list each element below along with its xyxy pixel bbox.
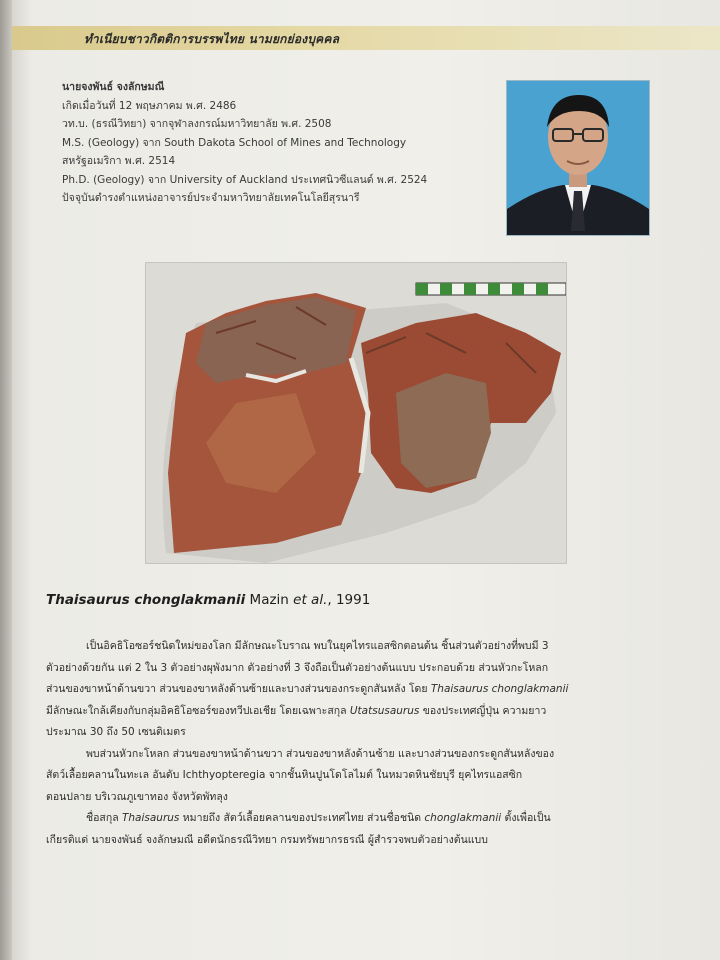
master-degree-country: สหรัฐอเมริกา พ.ศ. 2514 bbox=[62, 155, 176, 167]
biography-block bbox=[62, 78, 482, 208]
italic-genus: Thaisaurus bbox=[121, 812, 180, 824]
fossil-specimen-photo bbox=[145, 262, 567, 564]
description-body bbox=[46, 636, 686, 851]
paragraph-1-line-4 bbox=[46, 701, 686, 723]
text-span: ส่วนของขาหน้าด้านขวา ส่วนของขาหลังด้านซ้ายและบางส่วนของกระดูกสันหลัง โดย bbox=[46, 683, 428, 695]
current-position: ปัจจุบันดำรงตำแหน่งอาจารย์ประจำมหาวิทยาลัยเทคโนโลยีสุรนารี bbox=[62, 192, 360, 204]
italic-species: chonglakmanii bbox=[424, 812, 502, 824]
text-span: หมายถึง สัตว์เลื้อยคลานของประเทศไทย ส่วนชื่อชนิด bbox=[182, 812, 422, 824]
italic-species: Thaisaurus chonglakmanii bbox=[430, 683, 569, 695]
paragraph-1-line-3 bbox=[46, 679, 686, 701]
caption-author: Mazin bbox=[249, 592, 289, 608]
paragraph-3-line-1 bbox=[46, 808, 686, 830]
paragraph-3-line-2: เกียรติแด่ นายจงพันธ์ จงลักษมณี อดีตนักธรณีวิทยา กรมทรัพยากรธรณี ผู้สำรวจพบตัวอย่างต้นแบบ bbox=[46, 833, 488, 846]
species-name: Thaisaurus chonglakmanii bbox=[46, 592, 246, 608]
person-name: นายจงพันธ์ จงลักษมณี bbox=[62, 81, 165, 93]
phd-degree: Ph.D. (Geology) จาก University of Auckland ประเทศนิวซีแลนด์ พ.ศ. 2524 bbox=[62, 173, 428, 186]
text-span: ตั้งเพื่อเป็น bbox=[504, 812, 551, 824]
caption-year: , 1991 bbox=[327, 592, 371, 608]
paragraph-1-line-2: ตัวอย่างด้วยกัน แต่ 2 ใน 3 ตัวอย่างผุพังมาก ตัวอย่างที่ 3 จึงถือเป็นตัวอย่างต้นแบบ ประกอบด้วย ส่วนหัวกะโหลก bbox=[46, 661, 549, 674]
scale-bar bbox=[416, 283, 566, 295]
master-degree: M.S. (Geology) จาก South Dakota School of Mines and Technology bbox=[62, 136, 407, 149]
book-page bbox=[12, 0, 720, 960]
paragraph-1-line-1: เป็นอิคธิโอซอร์ชนิดใหม่ของโลก มีลักษณะโบราณ พบในยุคไทรแอสซิกตอนต้น ชิ้นส่วนตัวอย่างที่พบมี 3 bbox=[86, 640, 549, 652]
bachelor-degree: วท.บ. (ธรณีวิทยา) จากจุฬาลงกรณ์มหาวิทยาลัย พ.ศ. 2508 bbox=[62, 118, 332, 130]
paragraph-1-line-5: ประมาณ 30 ถึง 50 เซนติเมตร bbox=[46, 726, 186, 738]
page-header-title: ทำเนียบชาวกิตติการบรรพไทย นามยกย่องบุคคล bbox=[84, 32, 340, 46]
specimen-caption bbox=[46, 592, 370, 608]
text-span: มีลักษณะใกล้เคียงกับกลุ่มอิคธิโอซอร์ของทวีปเอเชีย โดยเฉพาะสกุล bbox=[46, 704, 347, 717]
paragraph-2-line-2: สัตว์เลื้อยคลานในทะเล อันดับ Ichthyopteregia จากชั้นหินปูนโดโลไมต์ ในหมวดหินชัยบุรี ยุคไทรแอสซิก bbox=[46, 769, 523, 781]
portrait-photo bbox=[506, 80, 650, 236]
caption-etal: et al. bbox=[293, 592, 328, 608]
paragraph-2-line-3: ตอนปลาย บริเวณภูเขาทอง จังหวัดพัทลุง bbox=[46, 790, 228, 803]
paragraph-2-line-1: พบส่วนหัวกะโหลก ส่วนของขาหน้าด้านขวา ส่วนของขาหลังด้านซ้าย และบางส่วนของกระดูกสันหลังของ bbox=[86, 747, 555, 760]
italic-genus: Utatsusaurus bbox=[349, 704, 420, 717]
text-span: ของประเทศญี่ปุ่น ความยาว bbox=[422, 704, 547, 717]
text-span: ชื่อสกุล bbox=[86, 812, 119, 824]
birth-date: เกิดเมื่อวันที่ 12 พฤษภาคม พ.ศ. 2486 bbox=[62, 99, 237, 112]
book-spine bbox=[0, 0, 12, 960]
